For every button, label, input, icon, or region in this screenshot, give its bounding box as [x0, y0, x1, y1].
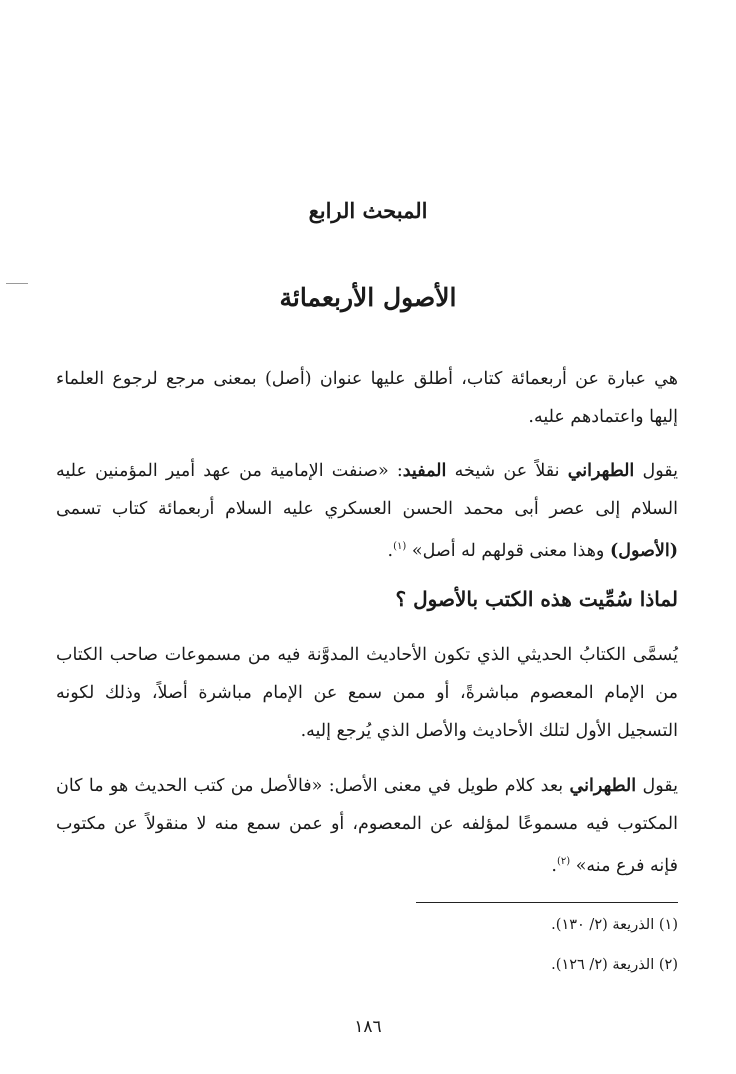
para2-text1: : «صنفت الإمامية من عهد أمير المؤمنين عليه السلام إلى عصر أبى محمد الحسن العسكري عليه السلام أربعمائة كتاب تسمى — [56, 461, 678, 519]
footnote-2: (٢) الذريعة (٢/ ١٢٦). — [551, 957, 678, 973]
paragraph-naming-reason: يُسمَّى الكتابُ الحديثي الذي تكون الأحاديث المدوَّنة فيه من مسموعات صاحب الكتاب من الإمام المعصوم مباشرةً، أو ممن سمع عن الإمام مباشرة أصلاً، وذلك لكونه التسجيل الأول لتلك الأحاديث والأصل الذي يُرجع إليه. — [56, 645, 678, 741]
teacher-name: المفيد — [402, 461, 447, 481]
footnote-ref-2: (٢) — [556, 856, 571, 867]
para2-text2: وهذا معنى قولهم له أصل» — [411, 540, 605, 561]
para2-end: . — [387, 540, 394, 561]
page-number: ١٨٦ — [354, 1017, 382, 1037]
chapter-title: الأصول الأربعمائة — [279, 283, 457, 312]
footnote-separator — [416, 902, 678, 903]
para4-lead: يقول — [642, 776, 678, 796]
para4-text: بعد كلام طويل في معنى الأصل: «فالأصل من كتب الحديث هو ما كان المكتوب فيه مسموعًا لمؤلفه عن المعصوم، أو عمن سمع منه لا منقولاً عن مكتوب فإنه فرع منه» — [56, 776, 678, 876]
para2-mid: نقلاً عن شيخه — [454, 461, 560, 481]
section-title: المبحث الرابع — [308, 198, 428, 223]
paragraph-definition: هي عبارة عن أربعمائة كتاب، أطلق عليها عنوان (أصل) بمعنى مرجع لرجوع العلماء إليها واعتمادهم عليه. — [56, 369, 678, 427]
paragraph-tehrani-quote — [56, 452, 678, 570]
subheading-why-usul: لماذا سُمِّيت هذه الكتب بالأصول ؟ — [395, 587, 678, 611]
author-name: الطهراني — [567, 461, 635, 481]
paragraph-tehrani-definition — [56, 767, 678, 885]
footnote-1: (١) الذريعة (٢/ ١٣٠). — [551, 917, 678, 933]
para4-end: . — [551, 855, 557, 876]
author-name-2: الطهراني — [569, 776, 637, 796]
para2-lead: يقول — [642, 461, 678, 481]
footnote-ref-1: (١) — [393, 541, 407, 552]
term-usul: (الأصول) — [609, 540, 678, 561]
